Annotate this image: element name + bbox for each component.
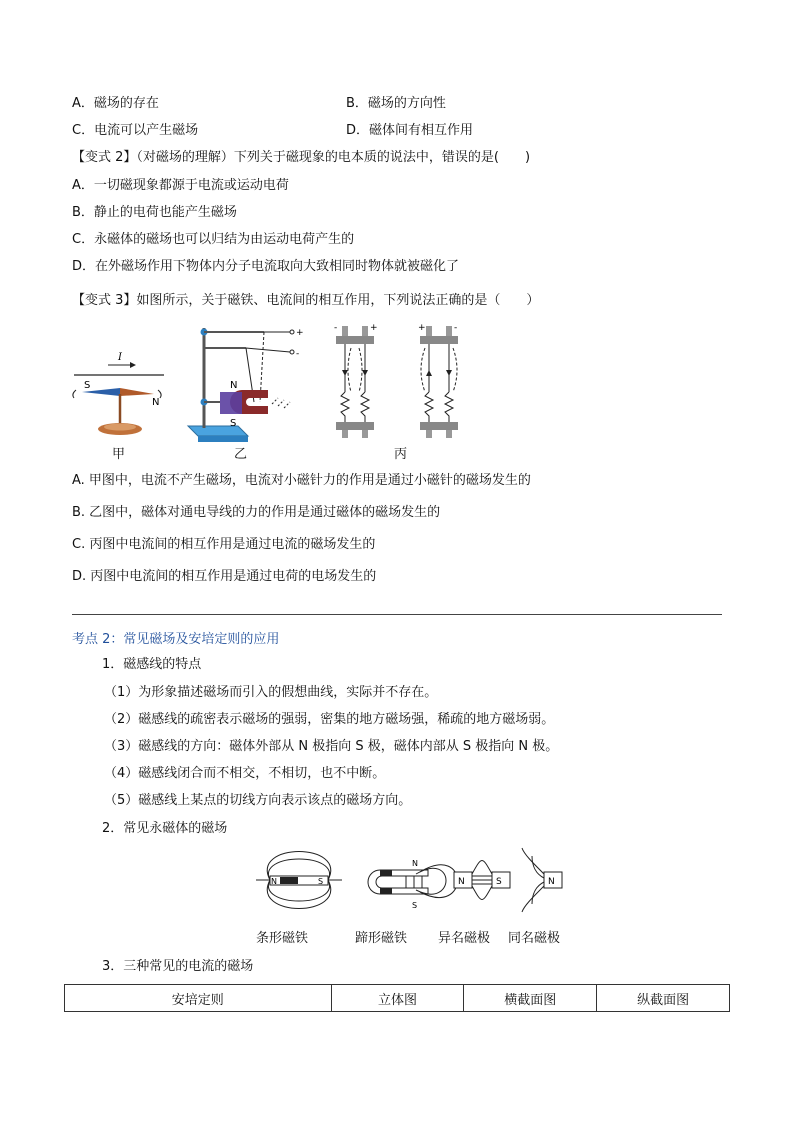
bing-left-minus: - (334, 323, 338, 333)
unlike-poles-field (454, 861, 510, 900)
caption-unlike-poles: 异名磁极 (438, 931, 491, 946)
bing-right-setup (418, 323, 458, 438)
bar-s-label: S (318, 877, 324, 886)
bar-n-label: N (271, 877, 277, 886)
figure-yi-caption: 乙 (234, 447, 248, 462)
point-1: （1）为形象描述磁场而引入的假想曲线，实际并不存在。 (104, 685, 438, 700)
bing-right-plus: + (418, 323, 426, 333)
point-5: （5）磁感线上某点的切线方向表示该点的磁场方向。 (104, 793, 412, 808)
unlike-n-label: N (458, 877, 465, 887)
q1-option-c: C．电流可以产生磁场 (72, 123, 199, 138)
q3-stem: 【变式 3】如图所示，关于磁铁、电流间的相互作用，下列说法正确的是（ ） (72, 293, 540, 308)
q3-option-c: C. 丙图中电流间的相互作用是通过电流的磁场发生的 (72, 537, 376, 552)
caption-bar-magnet: 条形磁铁 (256, 931, 309, 946)
fig-jia-s: S (84, 380, 91, 391)
q3-option-a: A. 甲图中，电流不产生磁场，电流对小磁针力的作用是通过小磁针的磁场发生的 (72, 473, 531, 488)
heading-current-fields: 3．三种常见的电流的磁场 (102, 959, 254, 974)
fig-yi-n: N (230, 380, 238, 391)
point-3: （3）磁感线的方向：磁体外部从 N 极指向 S 极，磁体内部从 S 极指向 N 极。 (104, 739, 559, 754)
figure-bing-caption: 丙 (394, 447, 408, 462)
figure-jia (68, 348, 168, 443)
bing-right-minus: - (454, 323, 458, 333)
current-field-table (64, 984, 730, 1012)
bing-left-setup (334, 323, 378, 438)
bing-left-plus: + (370, 323, 378, 333)
q3-option-d: D. 丙图中电流间的相互作用是通过电荷的电场发生的 (72, 569, 377, 584)
q2-option-b: B．静止的电荷也能产生磁场 (72, 205, 237, 220)
point-4: （4）磁感线闭合而不相交，不相切，也不中断。 (104, 766, 386, 781)
caption-horseshoe-magnet: 蹄形磁铁 (355, 931, 408, 946)
magnet-fields-figure (256, 846, 566, 914)
q1-option-a: A．磁场的存在 (72, 96, 159, 111)
horseshoe-s-label: S (412, 901, 418, 910)
header-ampere-rule: 安培定则 (65, 985, 332, 1012)
fig-yi-s: S (230, 418, 237, 429)
figure-bing (326, 318, 476, 446)
q2-option-c: C．永磁体的磁场也可以归结为由运动电荷产生的 (72, 232, 355, 247)
like-poles-field (522, 848, 562, 912)
q1-option-b: B．磁场的方向性 (346, 96, 446, 111)
header-cross-section: 横截面图 (464, 985, 597, 1012)
section-title: 考点 2：常见磁场及安培定则的应用 (72, 632, 280, 647)
point-2: （2）磁感线的疏密表示磁场的强弱，密集的地方磁场强，稀疏的地方磁场弱。 (104, 712, 555, 727)
current-label: I (118, 352, 122, 363)
figure-yi (180, 318, 310, 446)
header-longitudinal-section: 纵截面图 (597, 985, 730, 1012)
heading-permanent-magnets: 2．常见永磁体的磁场 (102, 821, 228, 836)
section-divider (72, 614, 722, 615)
caption-like-poles: 同名磁极 (508, 931, 561, 946)
like-n-label: N (548, 877, 555, 887)
heading-field-lines: 1．磁感线的特点 (102, 657, 202, 672)
header-3d-view: 立体图 (331, 985, 464, 1012)
q2-option-a: A．一切磁现象都源于电流或运动电荷 (72, 178, 289, 193)
fig-yi-minus: - (296, 349, 300, 359)
figure-jia-caption: 甲 (112, 447, 126, 462)
unlike-s-label: S (496, 877, 502, 887)
q2-option-d: D．在外磁场作用下物体内分子电流取向大致相同时物体就被磁化了 (72, 259, 460, 274)
horseshoe-magnet-field (368, 859, 458, 910)
q3-option-b: B. 乙图中，磁体对通电导线的力的作用是通过磁体的磁场发生的 (72, 505, 441, 520)
fig-yi-plus: + (296, 328, 304, 338)
fig-jia-n: N (152, 397, 160, 408)
q1-option-d: D．磁体间有相互作用 (346, 123, 474, 138)
bar-magnet-field (256, 852, 342, 909)
table-header-row (65, 985, 730, 1012)
q2-stem: 【变式 2】（对磁场的理解）下列关于磁现象的电本质的说法中，错误的是( ) (72, 150, 531, 165)
horseshoe-n-label: N (412, 859, 418, 868)
